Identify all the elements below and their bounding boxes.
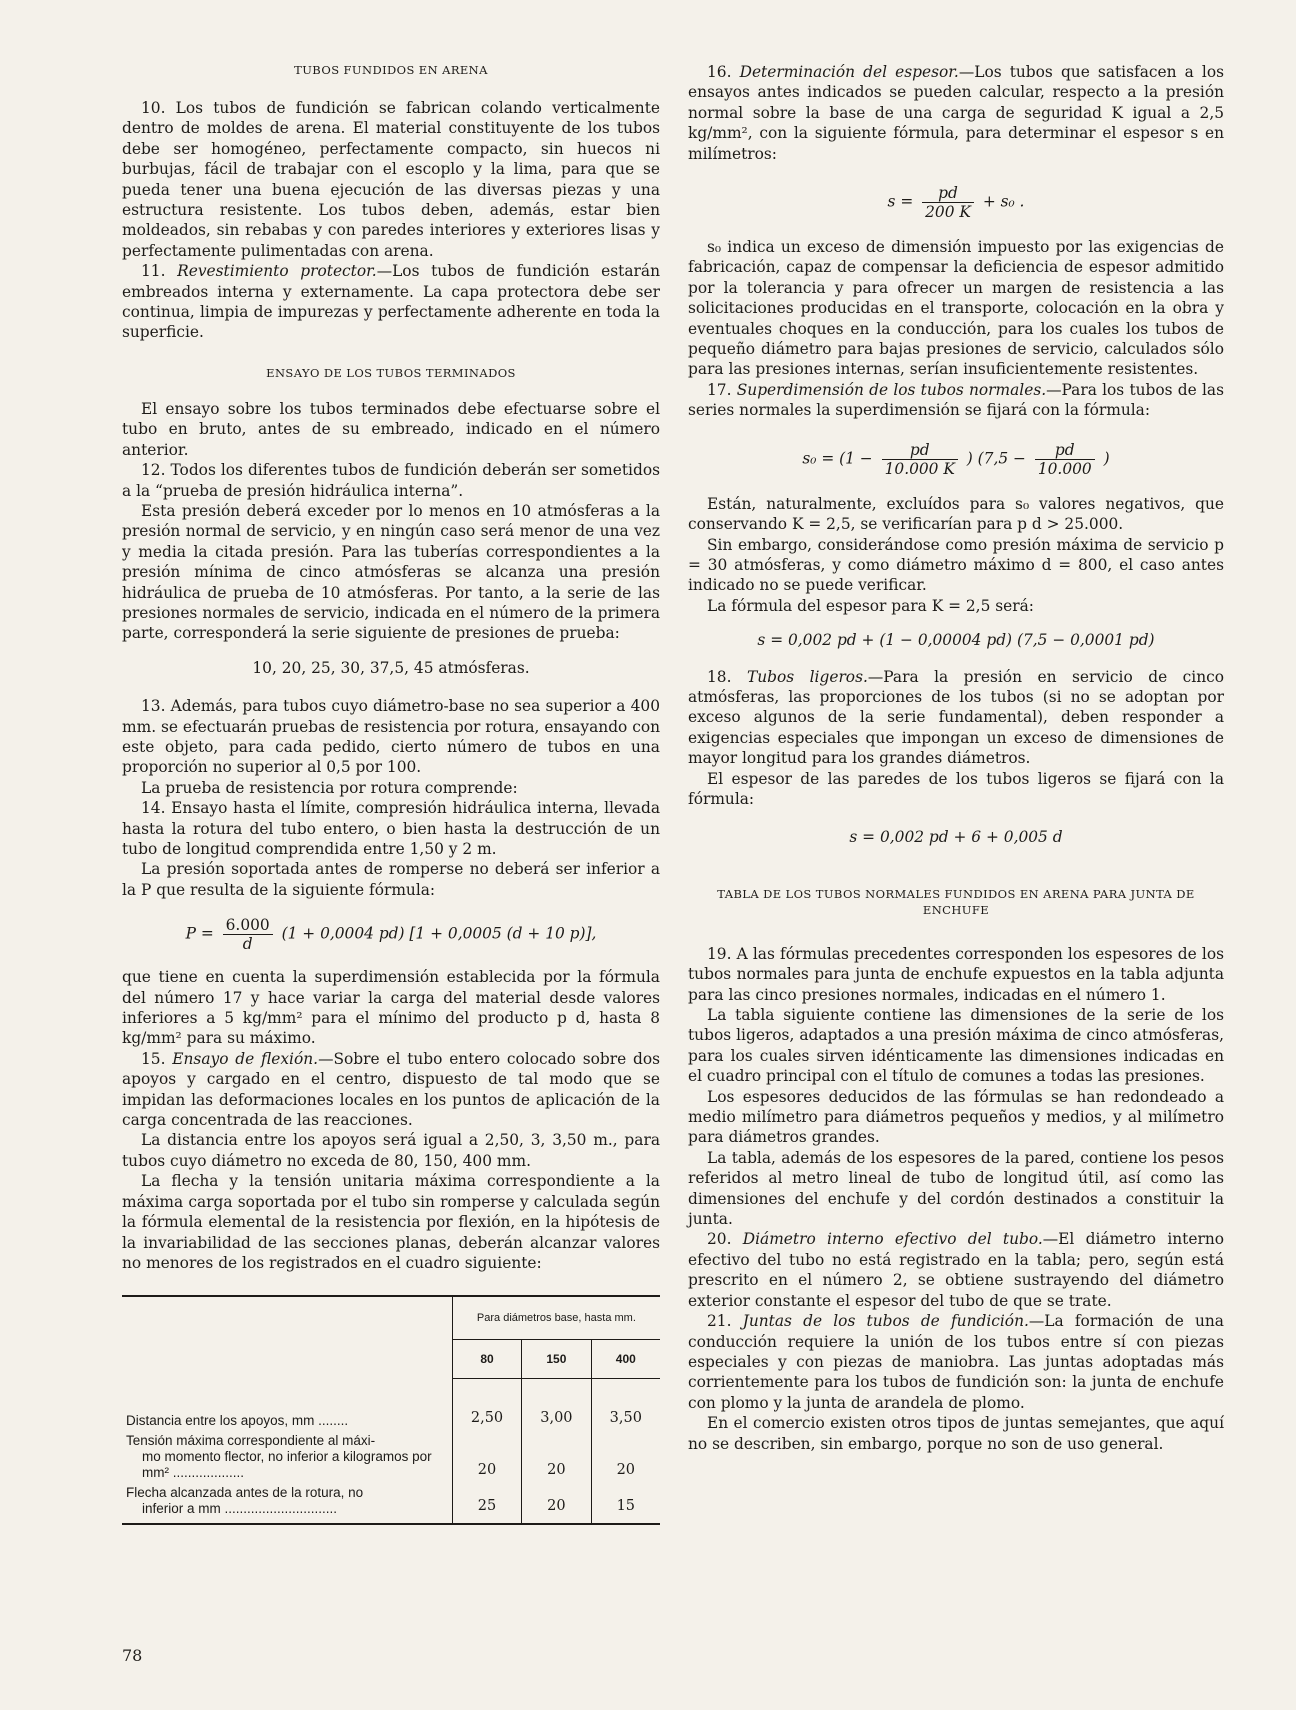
- paragraph-title: Determinación del espesor.: [739, 63, 959, 81]
- paragraph-15c: La flecha y la tensión unitaria máxima correspondiente a la máxima carga soportada por el tubo sin romperse y calculada según la fórmula elemental de la resistencia por flexión, en la hipótesis de la invariabilidad de las secciones planas, deberán alcanzar valores no menores de los registrados en el cuadro siguiente:: [122, 1172, 660, 1272]
- paragraph-17d: La fórmula del espesor para K = 2,5 será:: [707, 596, 1034, 615]
- section-heading: ENSAYO DE LOS TUBOS TERMINADOS: [266, 365, 516, 380]
- diameter-header: 80: [452, 1340, 521, 1379]
- table-row: Tensión máxima correspondiente al máxi- mo momento flector, no inferior a kilogramos por mm² ................... 20 20 20: [122, 1431, 660, 1483]
- diameter-header: 400: [591, 1340, 660, 1379]
- section-heading: TABLA DE LOS TUBOS NORMALES FUNDIDOS EN ARENA PARA JUNTA DE ENCHUFE: [717, 886, 1195, 917]
- formula-16: s = $\frac{pd}{200 K}$ + s₀ .: [887, 184, 1025, 222]
- page-number: 78: [122, 1646, 143, 1665]
- paragraph-19c: Los espesores deducidos de las fórmulas se han redondeado a medio milímetro para diámetros pequeños y medios, y al milímetro para diámetros grandes.: [688, 1087, 1224, 1147]
- paragraph-13b: La prueba de resistencia por rotura comprende:: [141, 778, 518, 797]
- paragraph-title: Diámetro interno efectivo del tubo.: [742, 1230, 1043, 1249]
- paragraph-title: Tubos ligeros.: [746, 667, 868, 686]
- paragraph-20: 20. Diámetro interno efectivo del tubo.—El diámetro interno efectivo del tubo no está registrado en la tabla; pero, según está prescrito en el número 2, se obtiene sustrayendo del diámetro exterior constante el espesor del tubo de que se trate.: [688, 1230, 1224, 1310]
- fraction: $\frac{6.000}{d}$: [223, 916, 273, 953]
- paragraph-14c: que tiene en cuenta la superdimensión establecida por la fórmula del número 17 y hace variar la carga del material desde valores inferiores a 5 kg/mm² para el mínimo del producto p d, hasta 8 kg/mm² para su máximo.: [122, 968, 660, 1048]
- paragraph-intro: El ensayo sobre los tubos terminados debe efectuarse sobre el tubo en bruto, antes de su embreado, indicado en el número anterior.: [122, 399, 660, 459]
- paragraph-19b: La tabla siguiente contiene las dimensiones de la serie de los tubos ligeros, adaptados a una presión máxima de cinco atmósferas, para los cuales sirven idénticamente las dimensiones indicadas en el cuadro principal con el título de comunes a todas las presiones.: [688, 1006, 1224, 1086]
- paragraph-14: 14. Ensayo hasta el límite, compresión hidráulica interna, llevada hasta la rotura del tubo entero, o bien hasta la destrucción de un tubo de longitud comprendida entre 1,50 y 2 m.: [122, 799, 660, 858]
- paragraph-16: 16. Determinación del espesor.—Los tubos que satisfacen a los ensayos antes indicados se pueden calcular, respecto a la presión normal sobre la base de una carga de seguridad K igual a 2,5 kg/mm², con la siguiente fórmula, para determinar el espesor s en milímetros:: [688, 63, 1224, 163]
- paragraph-19: 19. A las fórmulas precedentes corresponden los espesores de los tubos normales para junta de enchufe expuestos en la tabla adjunta para las cinco presiones normales, indicadas en el número 1.: [688, 944, 1224, 1004]
- fraction: $\frac{pd}{10.000}$: [1035, 441, 1095, 478]
- table-row: Flecha alcanzada antes de la rotura, no inferior a mm .............................. 25 20 15: [122, 1483, 660, 1524]
- table-row: Distancia entre los apoyos, mm ........ 2,50 3,00 3,50: [122, 1379, 660, 1431]
- paragraph-21: 21. Juntas de los tubos de fundición.—La formación de una conducción requiere la unión de los tubos entre sí con piezas especiales y con piezas de maniobra. Las juntas adoptadas más corrientemente para los tubos de fundición son: la junta de enchufe con plomo y la junta de arandela de plomo.: [688, 1312, 1224, 1412]
- formula-17-final: s = 0,002 pd + (1 − 0,00004 pd) (7,5 − 0,0001 pd): [757, 631, 1155, 650]
- pressure-series: 10, 20, 25, 30, 37,5, 45 atmósferas.: [252, 658, 530, 677]
- paragraph-17b: Están, naturalmente, excluídos para s₀ valores negativos, que conservando K = 2,5, se verificarían para p d > 25.000.: [688, 494, 1224, 534]
- paragraph-12: 12. Todos los diferentes tubos de fundición deberán ser sometidos a la “prueba de presión hidráulica interna”.: [122, 461, 660, 500]
- paragraph-title: Juntas de los tubos de fundición.: [742, 1312, 1029, 1331]
- paragraph-15b: La distancia entre los apoyos será igual a 2,50, 3, 3,50 m., para tubos cuyo diámetro no exceda de 80, 150, 400 mm.: [122, 1131, 660, 1170]
- paragraph-21b: En el comercio existen otros tipos de juntas semejantes, que aquí no se describen, sin embargo, porque no son de uso general.: [688, 1414, 1224, 1453]
- paragraph-title: Ensayo de flexión.: [172, 1049, 319, 1068]
- paragraph-17c: Sin embargo, considerándose como presión máxima de servicio p = 30 atmósferas, y como diámetro máximo d = 800, el caso antes indicado no se puede verificar.: [688, 535, 1224, 595]
- right-column: [688, 62, 1224, 1454]
- paragraph-19d: La tabla, además de los espesores de la pared, contiene los pesos referidos al metro lineal de tubo de longitud útil, así como las dimensiones del enchufe y del cordón destinados a constituir la junta.: [688, 1148, 1224, 1229]
- paragraph-11: 11. Revestimiento protector.—Los tubos de fundición estarán embreados interna y externamente. La capa protectora debe ser continua, limpia de impurezas y perfectamente adherente en toda la superficie.: [122, 262, 660, 342]
- left-column: [122, 62, 660, 1525]
- paragraph-12b: Esta presión deberá exceder por lo menos en 10 atmósferas a la presión normal de servicio, y en ningún caso será menor de una vez y media la citada presión. Para las tuberías correspondientes a la presión mínima de cinco atmósferas se alcanza una presión hidráulica de prueba de 10 atmósferas. Por tanto, a la serie de las presiones normales de servicio, indicada en el número de la primera parte, corresponderá la serie siguiente de presiones de prueba:: [122, 501, 660, 643]
- diameter-header: 150: [522, 1340, 591, 1379]
- formula-18: s = 0,002 pd + 6 + 0,005 d: [849, 828, 1063, 847]
- section-heading: TUBOS FUNDIDOS EN ARENA: [294, 63, 488, 77]
- paragraph-16b: s₀ indica un exceso de dimensión impuesto por las exigencias de fabricación, capaz de compensar la deficiencia de espesor admitido por la tolerancia y para ofrecer un margen de resistencia a las solicitaciones producidas en el transporte, colocación en la obra y eventuales choques en la conducción, para los cuales los tubos de pequeño diámetro para bajas presiones de servicio, calculados sólo para las presiones internas, serían insuficientemente resistentes.: [688, 238, 1224, 379]
- paragraph-title: Superdimensión de los tubos normales.: [736, 380, 1047, 399]
- paragraph-17: 17. Superdimensión de los tubos normales.—Para los tubos de las series normales la superdimensión se fijará con la fórmula:: [688, 380, 1224, 420]
- paragraph-title: Revestimiento protector.: [177, 262, 377, 281]
- paragraph-14b: La presión soportada antes de romperse no deberá ser inferior a la P que resulta de la siguiente fórmula:: [122, 860, 660, 899]
- formula-17: s₀ = (1 − $\frac{pd}{10.000 K}$ ) (7,5 − $\frac{pd}{10.000}$ ): [802, 440, 1110, 478]
- fraction: $\frac{pd}{10.000 K}$: [882, 441, 958, 478]
- paragraph-13: 13. Además, para tubos cuyo diámetro-base no sea superior a 400 mm. se efectuarán pruebas de resistencia por rotura, ensayando con este objeto, para cada pedido, cierto número de tubos en una proporción no superior al 0,5 por 100.: [122, 697, 661, 777]
- paragraph-15: 15. Ensayo de flexión.—Sobre el tubo entero colocado sobre dos apoyos y cargado en el centro, dispuesto de tal modo que se impidan las deformaciones locales en los puntos de aplicación de la carga concentrada de las reacciones.: [122, 1049, 660, 1130]
- paragraph-18b: El espesor de las paredes de los tubos ligeros se fijará con la fórmula:: [688, 769, 1224, 808]
- paragraph-18: 18. Tubos ligeros.—Para la presión en servicio de cinco atmósferas, las proporciones de los tubos (si no se adoptan por exceso algunos de la serie fundamental), deben responder a exigencias especiales que impongan un exceso de dimensiones de mayor longitud para los grandes diámetros.: [688, 667, 1224, 768]
- formula-P: P = $\frac{6.000}{d}$ (1 + 0,0004 pd) [1 + 0,0005 (d + 10 p)],: [185, 916, 597, 954]
- flexion-test-table: [122, 1295, 660, 1525]
- fraction: $\frac{pd}{200 K}$: [922, 184, 974, 221]
- table-header: Para diámetros base, hasta mm.: [452, 1296, 660, 1340]
- paragraph-10: 10. Los tubos de fundición se fabrican colando verticalmente dentro de moldes de arena. El material constituyente de los tubos debe ser homogéneo, perfectamente compacto, sin huecos ni burbujas, fácil de trabajar con el escoplo y la lima, para que se pueda tener una buena ejecución de las diversas piezas y una estructura resistente. Los tubos deben, además, estar bien moldeados, sin rebabas y con paredes interiores y exteriores lisas y perfectamente pulimentadas con arena.: [122, 99, 660, 260]
